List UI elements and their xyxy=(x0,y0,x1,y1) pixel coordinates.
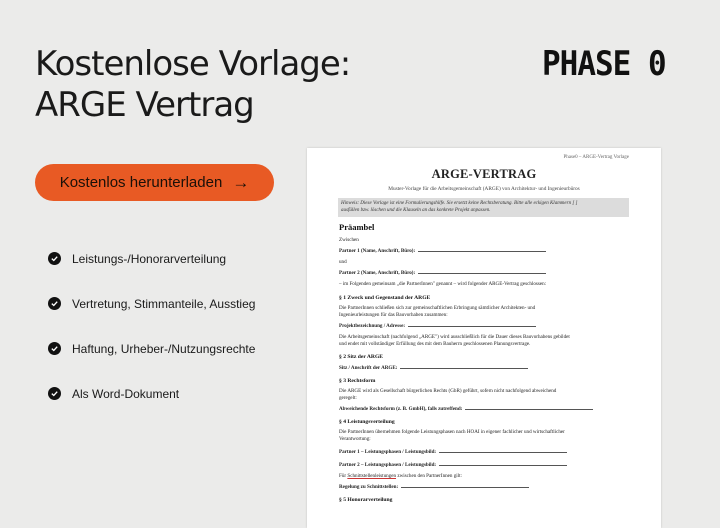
doc-text: Verantwortung: xyxy=(339,436,371,442)
feature-item xyxy=(48,371,255,416)
field-label: Partner 2 – Leistungsphasen / Leistungsbild: xyxy=(339,462,437,468)
field-label: Projektbezeichnung / Adresse: xyxy=(339,323,406,329)
doc-text: Zwischen xyxy=(339,237,359,243)
check-circle-icon xyxy=(48,297,61,310)
doc-text: Ingenieurleistungen für das Bauvorhaben zusammen: xyxy=(339,312,448,318)
field-label: Partner 2 (Name, Anschrift, Büro): xyxy=(339,270,416,276)
section-5-title: § 5 Honorarverteilung xyxy=(339,497,393,503)
blank-line xyxy=(418,269,546,274)
doc-text: Die Arbeitsgemeinschaft (nachfolgend „ARGE") wird ausschließlich für die Dauer dieses Bauvorhabens gebildet xyxy=(339,334,570,340)
document-title: ARGE-VERTRAG xyxy=(431,167,537,181)
feature-text: Haftung, Urheber-/Nutzungsrechte xyxy=(72,341,256,356)
feature-text: Als Word-Dokument xyxy=(72,386,180,401)
check-circle-icon xyxy=(48,342,61,355)
feature-item xyxy=(48,236,255,281)
document-subtitle: Muster-Vorlage für die Arbeitsgemeinschaft (ARGE) von Architektur- und Ingenieurbüros xyxy=(388,186,580,192)
blank-line xyxy=(439,461,567,466)
arrow-right-icon: → xyxy=(232,173,250,192)
note-line-2: ausfüllen bzw. löschen und die Klauseln an das konkrete Projekt anpassen. xyxy=(341,208,491,213)
doc-text: Die ARGE wird als Gesellschaft bürgerlichen Rechts (GbR) geführt, sofern nicht nachfolgend abweichend xyxy=(339,388,557,394)
blank-line xyxy=(401,483,529,488)
blank-line xyxy=(465,405,593,410)
feature-item xyxy=(48,326,255,371)
field-label: Partner 1 (Name, Anschrift, Büro): xyxy=(339,248,416,254)
feature-text: Leistungs-/Honorarverteilung xyxy=(72,251,227,266)
download-button-label: Kostenlos herunterladen xyxy=(59,174,223,191)
sitz-field xyxy=(339,364,528,372)
document-note xyxy=(338,198,629,217)
doc-text: zwischen den PartnerInnen gilt: xyxy=(397,473,462,479)
blank-line xyxy=(408,322,536,327)
field-label: Abweichende Rechtsform (z. B. GmbH), falls zutreffend: xyxy=(339,406,463,412)
headline-line-2: ARGE Vertrag xyxy=(35,85,254,125)
document-header: Phase0 – ARGE-Vertrag Vorlage xyxy=(563,155,629,160)
blank-line xyxy=(439,448,567,453)
feature-item xyxy=(48,281,255,326)
doc-text: und xyxy=(339,259,347,265)
doc-text: – im Folgenden gemeinsam „die PartnerInnen" genannt – wird folgender ARGE-Vertrag geschlossen: xyxy=(339,281,547,287)
check-circle-icon xyxy=(48,387,61,400)
rechtsform-field xyxy=(339,405,593,413)
doc-text: Die PartnerInnen schließen sich zur gemeinschaftlichen Erbringung sämtlicher Architekten- und xyxy=(339,305,536,311)
section-3-title: § 3 Rechtsform xyxy=(339,378,376,384)
section-praeambel: Präambel xyxy=(339,222,375,232)
blank-line xyxy=(418,247,546,252)
schnittstellen-text xyxy=(339,473,462,480)
doc-text: Für xyxy=(339,473,347,479)
doc-text-underlined: Schnittstellenleistungen xyxy=(347,473,397,479)
field-label: Sitz / Anschrift der ARGE: xyxy=(339,365,398,371)
headline xyxy=(35,44,350,126)
field-label: Regelung zu Schnittstellen: xyxy=(339,484,399,490)
blank-line xyxy=(400,364,528,369)
doc-text: und endet mit vollständiger Erfüllung des mit dem Bauherrn geschlossenen Planungsvertrage. xyxy=(339,341,531,347)
partner-1-field xyxy=(339,247,546,255)
note-line-1: Hinweis: Diese Vorlage ist eine Formulierungshilfe. Sie ersetzt keine Rechtsberatung. Bitte alle eckigen Klammern [ ] xyxy=(341,201,578,206)
doc-text: Die PartnerInnen übernehmen folgende Leistungsphasen nach HOAI in eigener fachlicher und wirtschaftlicher xyxy=(339,429,565,435)
field-label: Partner 1 – Leistungsphasen / Leistungsbild: xyxy=(339,449,437,455)
section-4-title: § 4 Leistungsverteilung xyxy=(339,419,395,425)
brand-logo: PHASE 0 xyxy=(542,44,666,84)
feature-text: Vertretung, Stimmanteile, Ausstieg xyxy=(72,296,256,311)
project-field xyxy=(339,322,536,330)
check-circle-icon xyxy=(48,252,61,265)
document-preview xyxy=(307,148,661,528)
partner-2-leistung-field xyxy=(339,461,567,469)
partner-1-leistung-field xyxy=(339,448,567,456)
schnittstellen-field xyxy=(339,483,529,491)
doc-text: geregelt: xyxy=(339,395,357,401)
section-1-title: § 1 Zweck und Gegenstand der ARGE xyxy=(339,295,431,301)
download-button[interactable] xyxy=(35,164,274,201)
headline-line-1: Kostenlose Vorlage: xyxy=(35,44,351,84)
feature-list xyxy=(48,236,255,416)
section-2-title: § 2 Sitz der ARGE xyxy=(339,354,384,360)
partner-2-field xyxy=(339,269,546,277)
